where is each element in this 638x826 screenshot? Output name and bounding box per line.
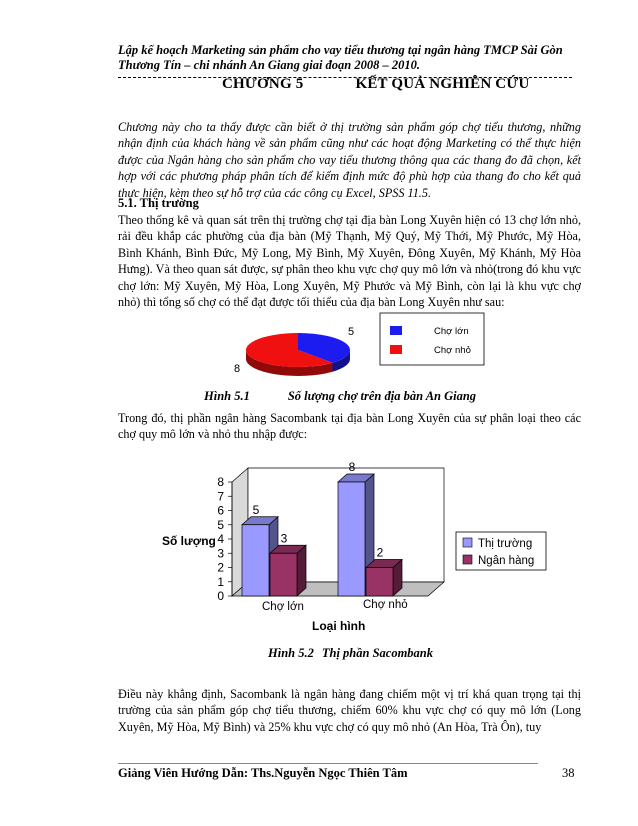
chapter-intro: Chương này cho ta thấy được cần biết ở thị trường sản phẩm góp chợ tiểu thương, những nhận định của khách hàng về sản phẩm cũng như các hoạt động Marketing có thể thực hiện được của Ngân hàng cho sản phẩm cho vay tiểu thương thông qua các thang đo đã chọn, kết hợp với các phương pháp phân tích để kiểm định mức độ phù hợp của thang đo cho kết quả thực hiện, kèm theo sự hỗ trợ của các công cụ Excel, SPSS 11.5.	[118, 120, 581, 200]
y-tick-label: 2	[217, 560, 224, 575]
legend-swatch-cho-lon	[390, 326, 402, 335]
running-header-line-1: Lập kế hoạch Marketing sản phẩm cho vay tiểu thương tại ngân hàng TMCP Sài Gòn	[118, 43, 563, 57]
pie-data-label-cho-nho: 8	[234, 363, 241, 375]
legend-swatch-thi-truong	[463, 538, 472, 547]
y-tick-label: 4	[217, 532, 224, 546]
bar-ngan-hang-cho-lon-side	[297, 545, 306, 596]
legend-label-ngan-hang: Ngân hàng	[478, 555, 535, 567]
y-tick-label: 3	[217, 546, 224, 561]
chapter-heading	[222, 76, 530, 93]
x-tick-label-cho-nho: Chợ nhỏ	[363, 599, 408, 611]
chapter-title: KẾT QUẢ NGHIÊN CỨU	[355, 76, 530, 92]
footer-instructor: Giảng Viên Hướng Dẫn: Ths.Nguyễn Ngọc Thiên Tâm	[118, 766, 408, 780]
data-label-thi-truong-cho-lon: 5	[252, 502, 260, 517]
bar-thi-truong-cho-nho	[338, 482, 365, 596]
footer-divider	[118, 763, 538, 764]
bar-thi-truong-cho-lon	[242, 525, 269, 596]
figure-1-caption	[204, 389, 476, 404]
legend-swatch-ngan-hang	[463, 555, 472, 564]
section-heading: 5.1. Thị trường	[118, 196, 199, 210]
bar-ngan-hang-cho-nho	[366, 568, 393, 597]
x-axis-label: Loại hình	[312, 619, 366, 633]
x-tick-label-cho-lon: Chợ lớn	[262, 601, 304, 613]
figure-1-title: Số lượng chợ trên địa bàn An Giang	[287, 389, 477, 403]
running-header-line-2: Thương Tín – chi nhánh An Giang giai đoạn 2008 – 2010.	[118, 58, 421, 72]
chapter-number: CHƯƠNG 5	[222, 76, 304, 92]
legend-label-cho-nho: Chợ nhỏ	[434, 345, 471, 356]
figure-1-label: Hình 5.1	[204, 389, 250, 403]
data-label-ngan-hang-cho-lon: 3	[280, 531, 288, 546]
bar-ngan-hang-cho-lon	[270, 553, 297, 596]
y-tick-label: 0	[217, 589, 224, 603]
y-tick-label: 8	[217, 475, 224, 489]
figure-2-title: Thị phần Sacombank	[321, 646, 433, 660]
legend-swatch-cho-nho	[390, 345, 402, 354]
y-tick-label: 1	[217, 574, 224, 589]
page-number: 38	[562, 766, 575, 780]
pie-chart	[230, 312, 490, 388]
y-axis-label: Số lượng	[162, 534, 216, 548]
figure-2-label: Hình 5.2	[268, 646, 314, 660]
data-label-thi-truong-cho-nho: 8	[348, 460, 356, 474]
legend-label-thi-truong: Thị trường	[478, 538, 533, 550]
y-tick-label: 7	[217, 489, 224, 504]
y-tick-label: 6	[217, 503, 224, 518]
y-tick-label: 5	[217, 517, 224, 532]
figure-2-caption	[268, 646, 433, 661]
bar-chart	[160, 452, 560, 637]
paragraph-share: Trong đó, thị phần ngân hàng Sacombank tại địa bàn Long Xuyên của sự phân loại theo các chợ quy mô lớn và nhỏ thu nhập được:	[118, 411, 581, 442]
pie-legend-box	[380, 313, 484, 365]
data-label-ngan-hang-cho-nho: 2	[376, 545, 384, 560]
paragraph-market: Theo thống kê và quan sát trên thị trường chợ tại địa bàn Long Xuyên hiện có 13 chợ lớn nhỏ, rải đều khắp các phường của địa bàn (Mỹ Thạnh, Mỹ Quý, Mỹ Thới, Mỹ Phước, Mỹ Hòa, Bình Khánh, Bình Đức, Mỹ Long, Mỹ Bình, Mỹ Xuyên, Đông Xuyên, Mỹ Khánh, Mỹ Hòa Hưng). Và theo quan sát được, sự phân theo khu vực chợ quy mô lớn và nhỏ(trong đó khu vực chợ lớn: Mỹ Xuyên, Mỹ Hòa, Long Xuyên, Mỹ Phước và Mỹ Bình, còn lại là khu vực chợ nhỏ) thì tổng số chợ có thể đạt được tối thiểu của địa bàn Long Xuyên như sau:	[118, 213, 581, 310]
legend-label-cho-lon: Chợ lớn	[434, 326, 469, 337]
paragraph-conclusion: Điều này khẳng định, Sacombank là ngân hàng đang chiếm một vị trí khá quan trọng tại thị trường của sản phẩm góp chợ tiểu thương, chiếm 60% khu vực chợ có quy mô lớn (Long Xuyên, Mỹ Hòa, Mỹ Bình) và 25% khu vực chợ có quy mô nhỏ (An Hòa, Trà Ôn), tuy	[118, 687, 581, 734]
pie-data-label-cho-lon: 5	[348, 326, 355, 338]
